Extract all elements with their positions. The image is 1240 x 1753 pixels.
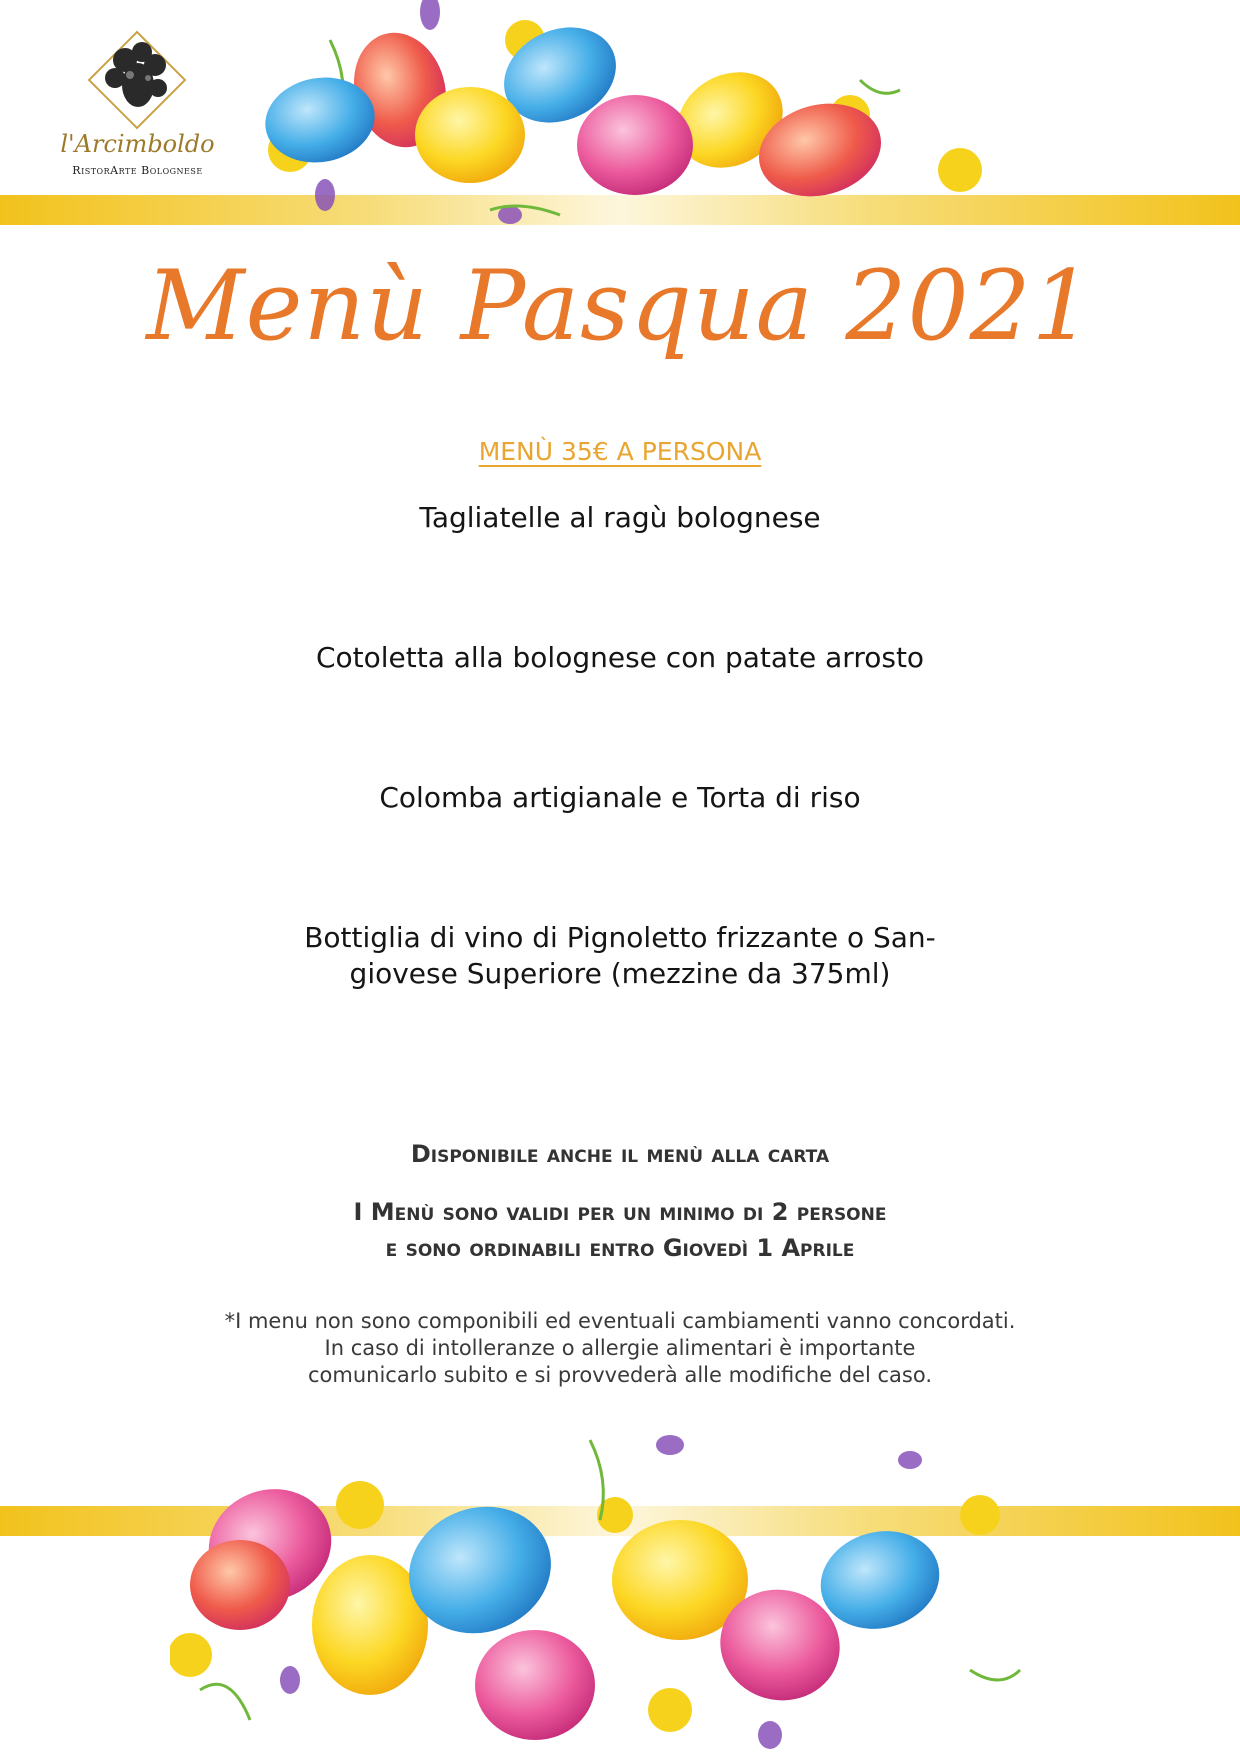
easter-eggs-top-decoration — [260, 0, 990, 230]
egg-icon — [415, 87, 525, 183]
egg-icon — [190, 1540, 290, 1630]
disclaimer-line: In caso di intolleranze o allergie alimentari è importante — [324, 1336, 916, 1360]
dish-item: Bottiglia di vino di Pignoletto frizzante o San- giovese Superiore (mezzine da 375ml) — [304, 921, 936, 990]
note-alla-carta: Disponibile anche il menù alla carta — [410, 1140, 830, 1168]
menu-price: MENÙ 35€ A PERSONA — [478, 437, 762, 466]
page-title: Menù Pasqua 2021 — [146, 250, 1094, 362]
egg-icon — [577, 95, 693, 195]
easter-eggs-bottom-decoration — [170, 1420, 1070, 1753]
note-minimum: I Menù sono validi per un minimo di 2 persone — [353, 1198, 887, 1226]
dish-item: Tagliatelle al ragù bolognese — [419, 501, 821, 534]
dish-item: Colomba artigianale e Torta di riso — [379, 781, 861, 814]
restaurant-logo — [30, 30, 245, 180]
note-deadline: e sono ordinabili entro Giovedì 1 Aprile — [385, 1234, 855, 1262]
disclaimer-line: comunicarlo subito e si provvederà alle modifiche del caso. — [307, 1363, 933, 1387]
logo-subtitle: RistorArte Bolognese — [72, 164, 203, 177]
logo-name: l'Arcimboldo — [60, 130, 215, 158]
disclaimer-line: *I menu non sono componibili ed eventuali cambiamenti vanno concordati. — [224, 1309, 1016, 1333]
dish-item: Cotoletta alla bolognese con patate arrosto — [315, 641, 925, 674]
egg-icon — [475, 1630, 595, 1740]
